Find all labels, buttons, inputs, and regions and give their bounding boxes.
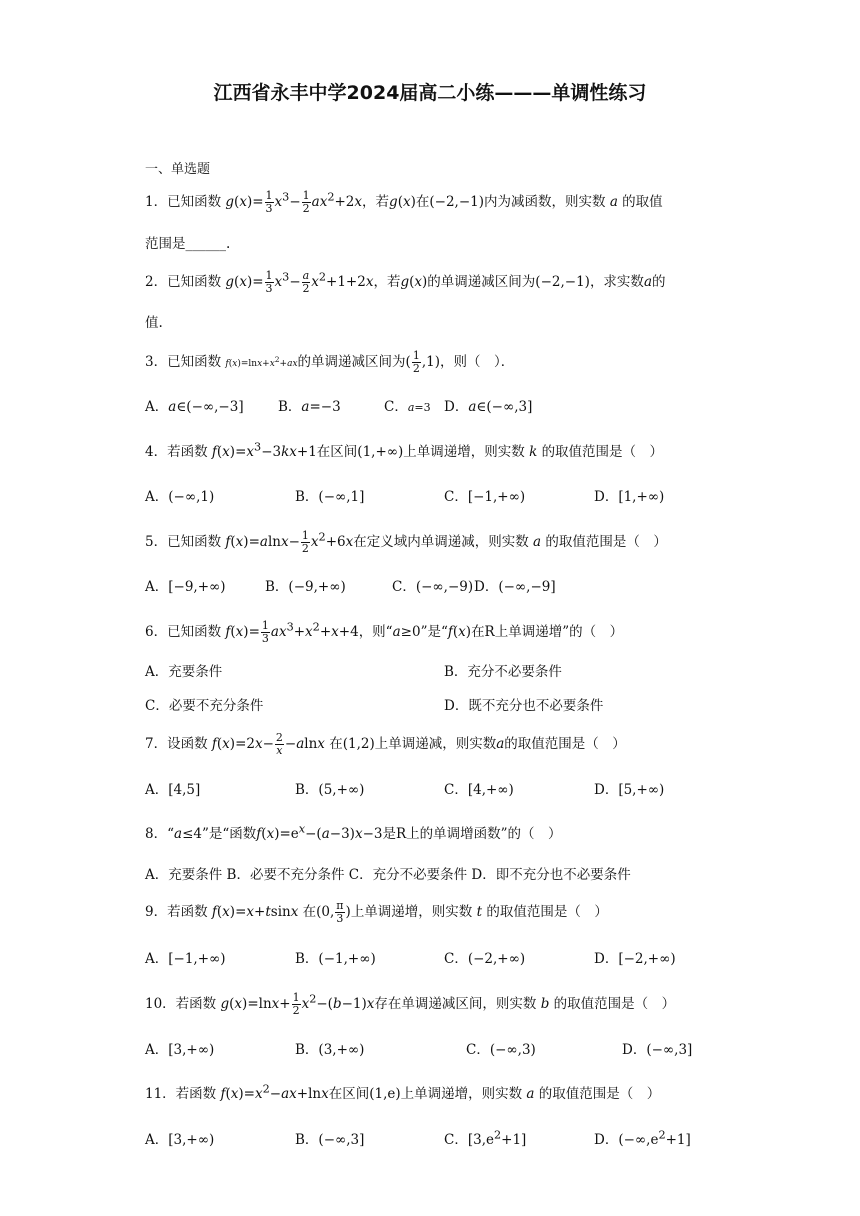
question-7-option-a[interactable]: A．[4,5] [145, 782, 201, 798]
question-3-option-c[interactable]: C．a=3 [384, 399, 431, 415]
section-heading: 一、单选题 [145, 162, 211, 177]
question-4-stem: 4．若函数 $f(x)=x^3-3kx+1$在区间(1,+∞)上单调递增，则实数 k 的取值范围是（ ） [145, 440, 664, 460]
question-10-option-b[interactable]: B．(3,+∞) [295, 1042, 365, 1058]
question-7-option-c[interactable]: C．[4,+∞) [444, 782, 514, 798]
question-1-line-1: 1．已知函数 g(x)= $\frac{1}{3}$ $x^3-$ $\frac{1}{2}$ $ax^2+2x$，若g(x)在(−2,−1)内为减函数，则实数 a 的取值 [145, 189, 663, 215]
question-9-option-d[interactable]: D．[−2,+∞) [594, 951, 676, 967]
question-10-option-d[interactable]: D．(−∞,3] [622, 1042, 693, 1058]
question-8-options[interactable]: A．充要条件 B．必要不充分条件 C．充分不必要条件 D．即不充分也不必要条件 [145, 867, 631, 883]
question-2-line-2: 值. [145, 315, 163, 331]
page-title: 江西省永丰中学2024届高二小练———单调性练习 [213, 82, 647, 104]
question-6-option-c[interactable]: C．必要不充分条件 [145, 698, 264, 714]
question-4-option-d[interactable]: D．[1,+∞) [594, 489, 665, 505]
question-5-option-c[interactable]: C．(−∞,−9) [392, 579, 474, 595]
question-11-stem: 11．若函数 $f(x)=x^2-ax+\ln x$在区间(1,e)上单调递增，则实数 a 的取值范围是（ ） [145, 1082, 661, 1102]
question-8-stem: 8．“a≤4”是“函数$f(x)=e^x-(a-3)x-3$是R上的单调增函数”的（ ） [145, 822, 562, 842]
question-4-option-c[interactable]: C．[−1,+∞) [444, 489, 526, 505]
question-6-option-d[interactable]: D．既不充分也不必要条件 [444, 698, 604, 714]
question-4-option-b[interactable]: B．(−∞,1] [295, 489, 365, 505]
question-10-option-c[interactable]: C．(−∞,3) [466, 1042, 536, 1058]
question-9-option-b[interactable]: B．(−1,+∞) [295, 951, 376, 967]
question-1-line-2: 范围是______. [145, 236, 231, 252]
question-5-stem: 5．已知函数 f(x)=alnx− $\frac{1}{2}$ $x^2+6x$在定义域内单调递减，则实数 a 的取值范围是（ ） [145, 529, 667, 555]
question-6-option-b[interactable]: B．充分不必要条件 [444, 664, 562, 680]
question-10-stem: 10．若函数 g(x)=lnx+ $\frac{1}{2}$ $x^2-(b-1)x$存在单调递减区间，则实数 b 的取值范围是（ ） [145, 991, 676, 1017]
question-11-option-c[interactable]: C．$[3,e^2+1]$ [444, 1128, 527, 1148]
question-9-stem: 9．若函数 f(x)=x+tsinx 在(0, $\frac{\pi}{3}$ )上单调递增，则实数 t 的取值范围是（ ） [145, 899, 608, 925]
question-3-stem: 3．已知函数 $f(x)=\ln x+x^2+ax$的单调递减区间为( $\frac{1}{2}$ ,1)，则（ ）． [145, 349, 515, 375]
question-3-option-a[interactable]: A．a∈(−∞,−3] [145, 399, 244, 415]
question-5-option-d[interactable]: D．(−∞,−9] [474, 579, 556, 595]
question-5-option-b[interactable]: B．(−9,+∞) [265, 579, 346, 595]
question-10-option-a[interactable]: A．[3,+∞) [145, 1042, 215, 1058]
question-5-option-a[interactable]: A．[−9,+∞) [145, 579, 226, 595]
question-7-stem: 7．设函数 f(x)=2x− $\frac{2}{x}$ −alnx 在(1,2)上单调递减，则实数a的取值范围是（ ） [145, 731, 626, 757]
question-7-option-b[interactable]: B．(5,+∞) [295, 782, 365, 798]
question-3-option-b[interactable]: B．a=−3 [278, 399, 341, 415]
question-9-option-a[interactable]: A．[−1,+∞) [145, 951, 226, 967]
question-3-option-d[interactable]: D．a∈(−∞,3] [444, 399, 533, 415]
question-11-option-d[interactable]: D．$(-\infty,e^2+1]$ [594, 1128, 691, 1148]
question-9-option-c[interactable]: C．(−2,+∞) [444, 951, 526, 967]
question-2-line-1: 2．已知函数 g(x)= $\frac{1}{3}$ $x^3-$ $\frac{a}{2}$ $x^2+1+2x$，若g(x)的单调递减区间为(−2,−1)，求实数a的 [145, 269, 666, 295]
question-7-option-d[interactable]: D．[5,+∞) [594, 782, 665, 798]
question-6-stem: 6．已知函数 f(x)= $\frac{1}{3}$ $ax^3+x^2+x+4$，则“a≥0”是“f(x)在R上单调递增”的（ ） [145, 619, 624, 645]
question-4-option-a[interactable]: A．(−∞,1) [145, 489, 215, 505]
question-11-option-b[interactable]: B．(−∞,3] [295, 1132, 365, 1148]
question-11-option-a[interactable]: A．[3,+∞) [145, 1132, 215, 1148]
question-6-option-a[interactable]: A．充要条件 [145, 664, 223, 680]
